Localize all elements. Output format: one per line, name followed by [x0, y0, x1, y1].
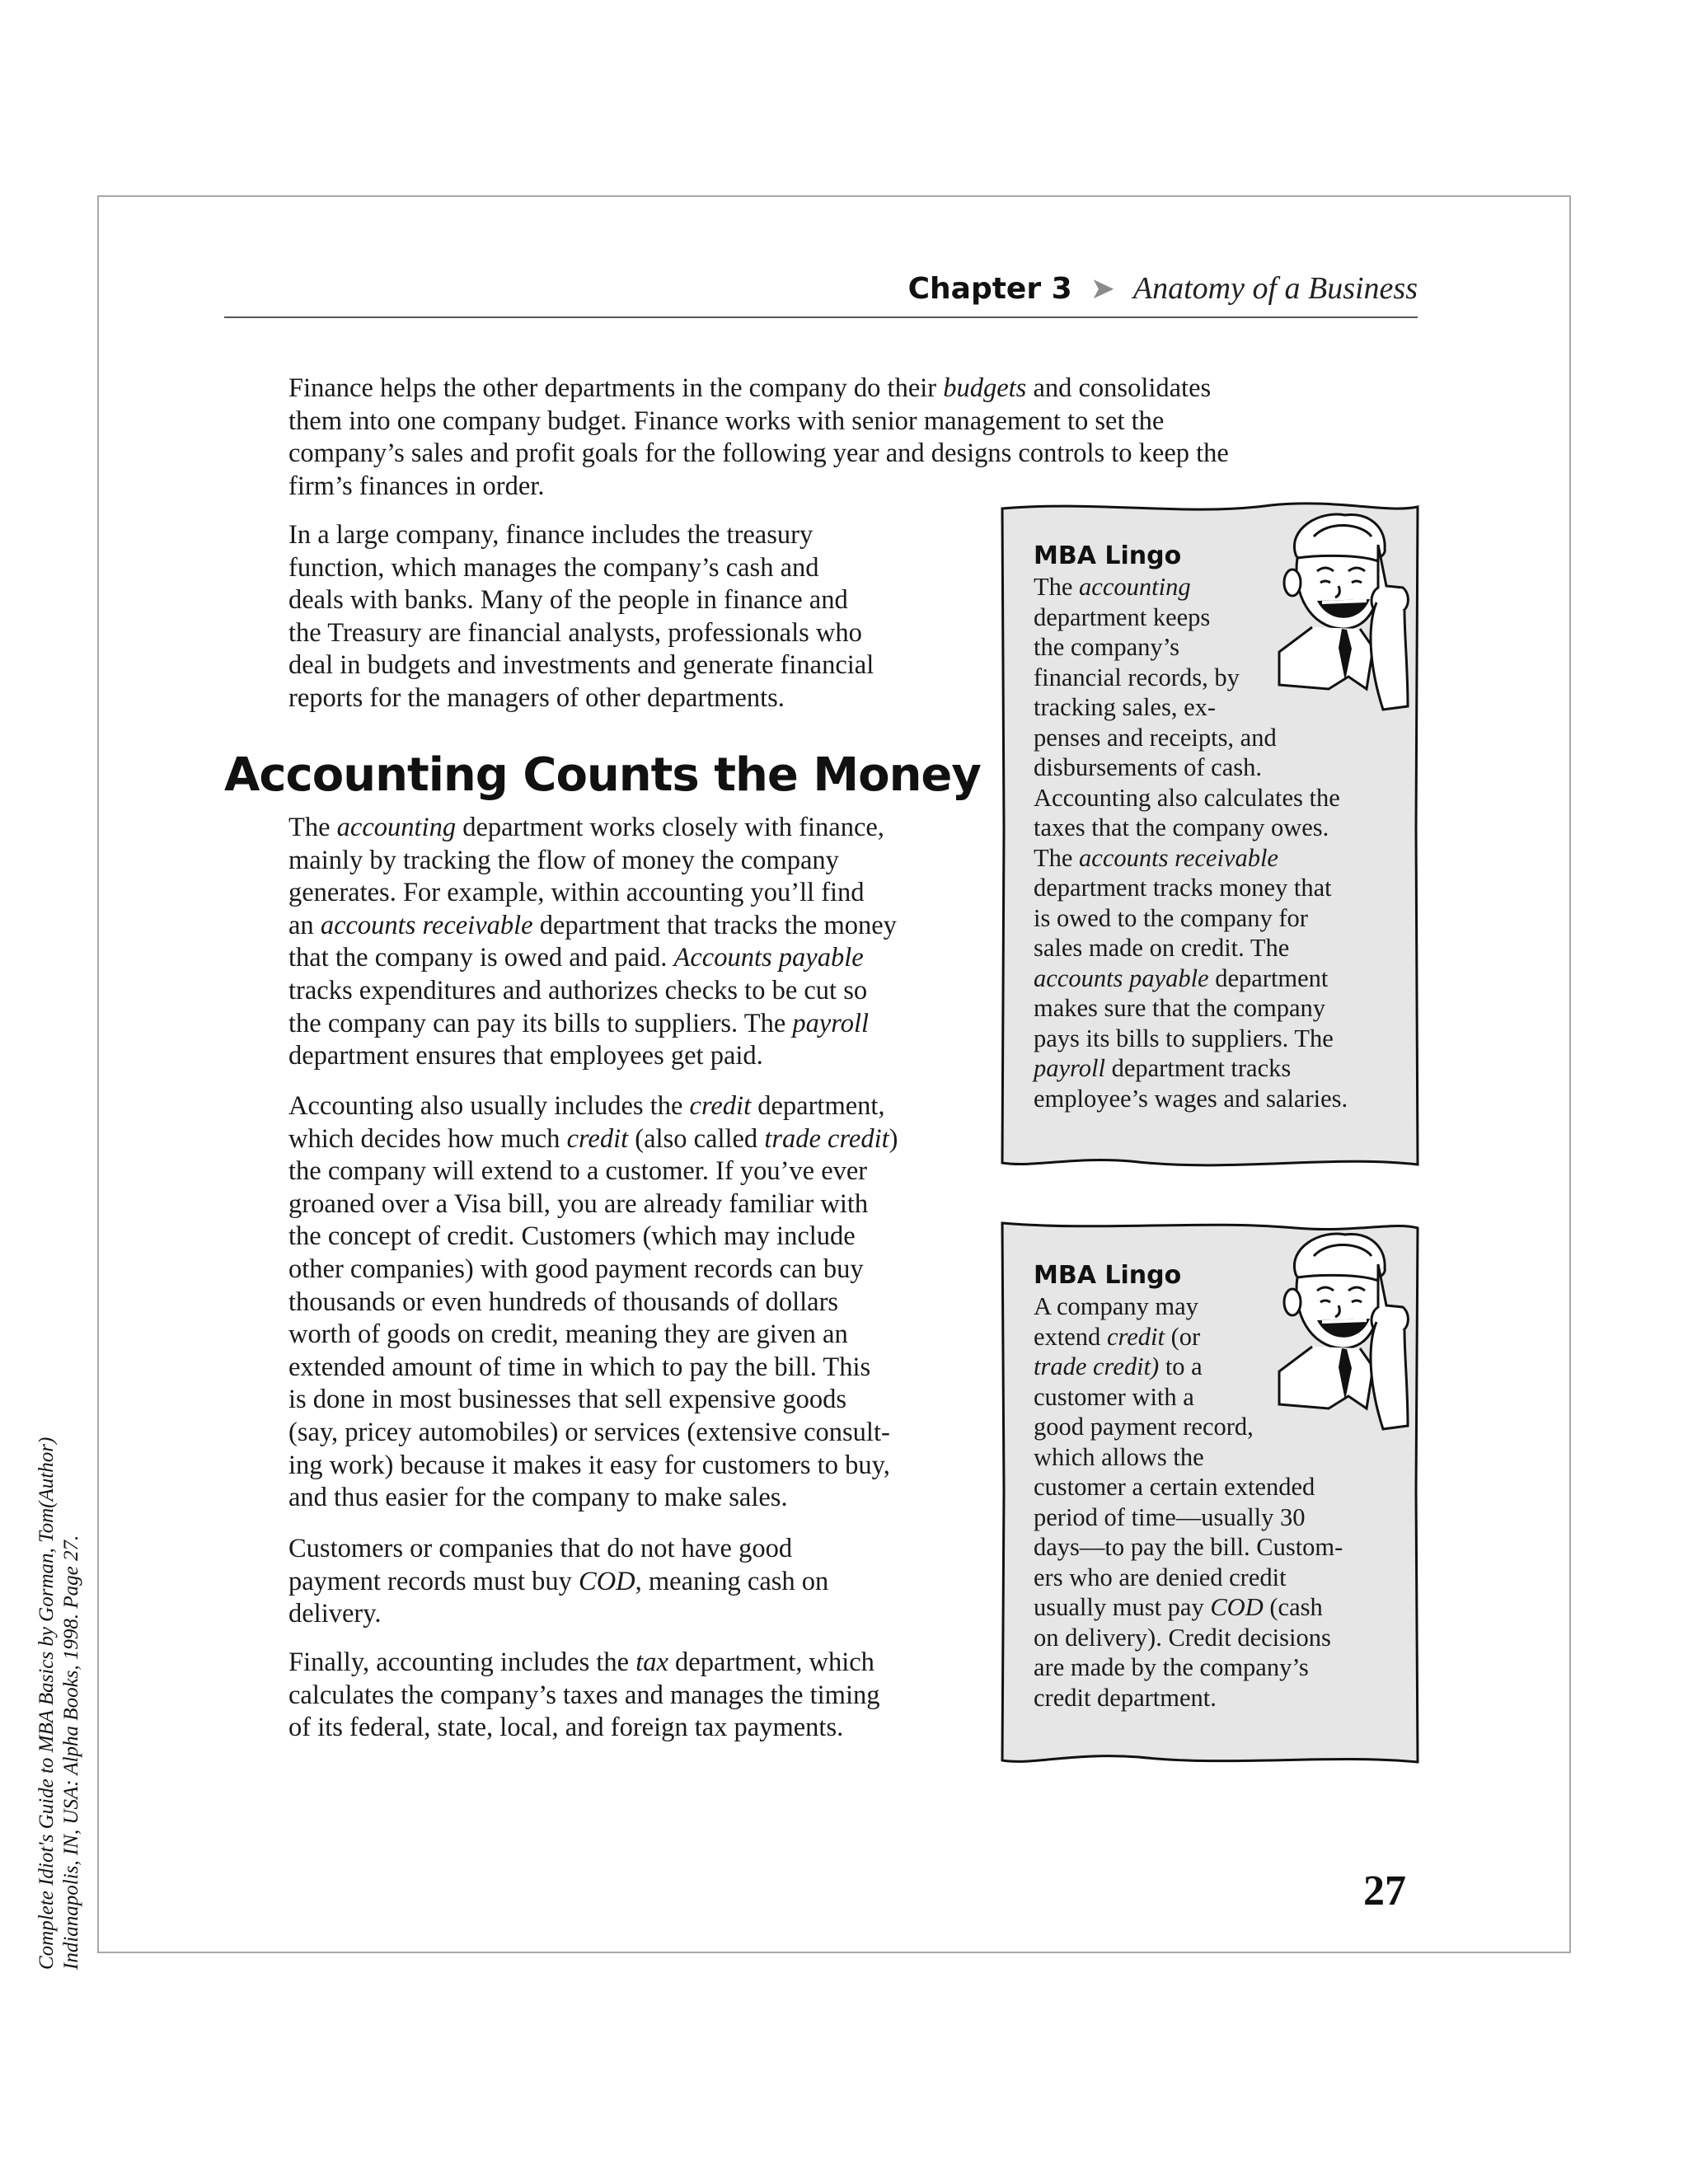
text-line: and thus easier for the company to make sales.: [288, 1483, 788, 1513]
text-line: A company may: [1034, 1292, 1198, 1320]
section-heading: Accounting Counts the Money: [224, 748, 981, 802]
text-line: In a large company, finance includes the treasury: [288, 520, 814, 550]
text-line: employee’s wages and salaries.: [1034, 1084, 1348, 1113]
text-line: The accounts receivable: [1034, 843, 1278, 872]
text-line: Customers or companies that do not have good: [288, 1534, 793, 1563]
text-line: trade credit) to a: [1034, 1352, 1203, 1380]
text-line: The accounting department works closely with finance,: [288, 813, 884, 842]
text-line: Accounting also usually includes the credit department,: [288, 1091, 885, 1121]
box-text: [1034, 1291, 1343, 1713]
text-line: ers who are denied credit: [1034, 1563, 1287, 1591]
mba-lingo-box-accounting: [999, 499, 1421, 1174]
text-line: is owed to the company for: [1034, 903, 1308, 932]
text-line: thousands or even hundreds of thousands of dollars: [288, 1286, 839, 1317]
text-line: The accounting: [1034, 573, 1191, 601]
mba-lingo-box-credit: [999, 1218, 1421, 1770]
side-citation: [35, 1437, 84, 1970]
text-line: delivery.: [288, 1599, 382, 1629]
box-title: MBA Lingo: [1034, 541, 1182, 570]
text-line: worth of goods on credit, meaning they are given an: [288, 1319, 848, 1350]
text-line: usually must pay COD (cash: [1034, 1593, 1323, 1621]
text-line: an accounts receivable department that tracks the money: [288, 910, 897, 940]
text-line: which allows the: [1034, 1442, 1204, 1471]
text-line: taxes that the company owes.: [1034, 813, 1329, 841]
citation-line: Indianapolis, IN, USA: Alpha Books, 1998. Page 27.: [60, 1535, 82, 1970]
text-line: Finance helps the other departments in the company do their budgets and consolidates: [288, 373, 1212, 403]
text-line: (say, pricey automobiles) or services (extensive consult-: [288, 1417, 890, 1447]
text-line: the Treasury are financial analysts, professionals who: [288, 617, 862, 648]
text-line: penses and receipts, and: [1034, 723, 1277, 752]
text-line: reports for the managers of other departments.: [288, 682, 785, 713]
text-line: financial records, by: [1034, 663, 1240, 691]
text-line: other companies) with good payment records can buy: [288, 1254, 864, 1284]
text-line: the company will extend to a customer. If you’ve ever: [288, 1156, 868, 1187]
box-text: [1034, 572, 1348, 1113]
text-line: groaned over a Visa bill, you are already familiar with: [288, 1188, 869, 1219]
text-line: sales made on credit. The: [1034, 934, 1290, 962]
text-line: ing work) because it makes it easy for customers to buy,: [288, 1450, 890, 1480]
text-line: deals with banks. Many of the people in finance and: [288, 585, 848, 616]
paragraph-cod: [288, 1533, 964, 1631]
text-line: extend credit (or: [1034, 1322, 1201, 1351]
text-line: firm’s finances in order.: [288, 471, 545, 501]
paragraph-tax: [288, 1647, 964, 1745]
text-line: Finally, accounting includes the tax department, which: [288, 1647, 874, 1677]
text-line: department keeps: [1034, 602, 1211, 631]
text-line: mainly by tracking the flow of money the company: [288, 845, 839, 875]
paragraph-finance-budgets: [288, 373, 1409, 503]
text-line: period of time—usually 30: [1034, 1502, 1306, 1531]
text-line: which decides how much credit (also called trade credit): [288, 1123, 898, 1154]
arrow-icon: ➤: [1090, 272, 1115, 306]
text-line: deal in budgets and investments and generate financial: [288, 650, 874, 681]
text-line: are made by the company’s: [1034, 1653, 1309, 1681]
text-line: department tracks money that: [1034, 874, 1332, 902]
text-line: department ensures that employees get paid.: [288, 1041, 763, 1071]
text-line: them into one company budget. Finance works with senior management to set the: [288, 405, 1165, 436]
text-line: customer a certain extended: [1034, 1473, 1315, 1501]
text-line: of its federal, state, local, and foreign tax payments.: [288, 1713, 844, 1743]
text-line: tracking sales, ex-: [1034, 693, 1217, 721]
box-title: MBA Lingo: [1034, 1261, 1182, 1290]
text-line: company’s sales and profit goals for the following year and designs controls to keep the: [288, 438, 1229, 469]
text-line: function, which manages the company’s cash and: [288, 552, 819, 583]
text-line: pays its bills to suppliers. The: [1034, 1024, 1334, 1052]
text-line: generates. For example, within accounting you’ll find: [288, 878, 865, 908]
citation-line: Complete Idiot's Guide to MBA Basics by Gorman, Tom(Author): [35, 1436, 58, 1970]
chapter-title: Anatomy of a Business: [1132, 271, 1418, 306]
page-number: 27: [1363, 1868, 1406, 1915]
text-line: the concept of credit. Customers (which may include: [288, 1221, 856, 1252]
text-line: accounts payable department: [1034, 963, 1329, 992]
text-line: calculates the company’s taxes and manages the timing: [288, 1680, 880, 1710]
paragraph-accounting: [288, 812, 964, 1073]
text-line: makes sure that the company: [1034, 994, 1326, 1022]
text-line: tracks expenditures and authorizes checks to be cut so: [288, 975, 868, 1005]
text-line: payroll department tracks: [1034, 1054, 1292, 1082]
text-line: days—to pay the bill. Custom-: [1034, 1533, 1343, 1561]
paragraph-credit: [288, 1090, 964, 1515]
text-line: the company’s: [1034, 633, 1180, 661]
text-line: the company can pay its bills to suppliers. The payroll: [288, 1008, 870, 1038]
text-line: extended amount of time in which to pay the bill. This: [288, 1352, 871, 1382]
text-line: customer with a: [1034, 1382, 1194, 1411]
text-line: credit department.: [1034, 1683, 1217, 1712]
text-line: that the company is owed and paid. Accounts payable: [288, 943, 864, 973]
text-line: disbursements of cash.: [1034, 753, 1262, 781]
text-line: good payment record,: [1034, 1413, 1254, 1441]
running-header: [224, 262, 1418, 318]
chapter-label: Chapter 3: [907, 272, 1072, 306]
text-line: Accounting also calculates the: [1034, 783, 1340, 812]
paragraph-treasury: [288, 519, 964, 715]
text-line: is done in most businesses that sell expensive goods: [288, 1385, 847, 1415]
text-line: payment records must buy COD, meaning cash on: [288, 1566, 829, 1596]
text-line: on delivery). Credit decisions: [1034, 1623, 1331, 1652]
